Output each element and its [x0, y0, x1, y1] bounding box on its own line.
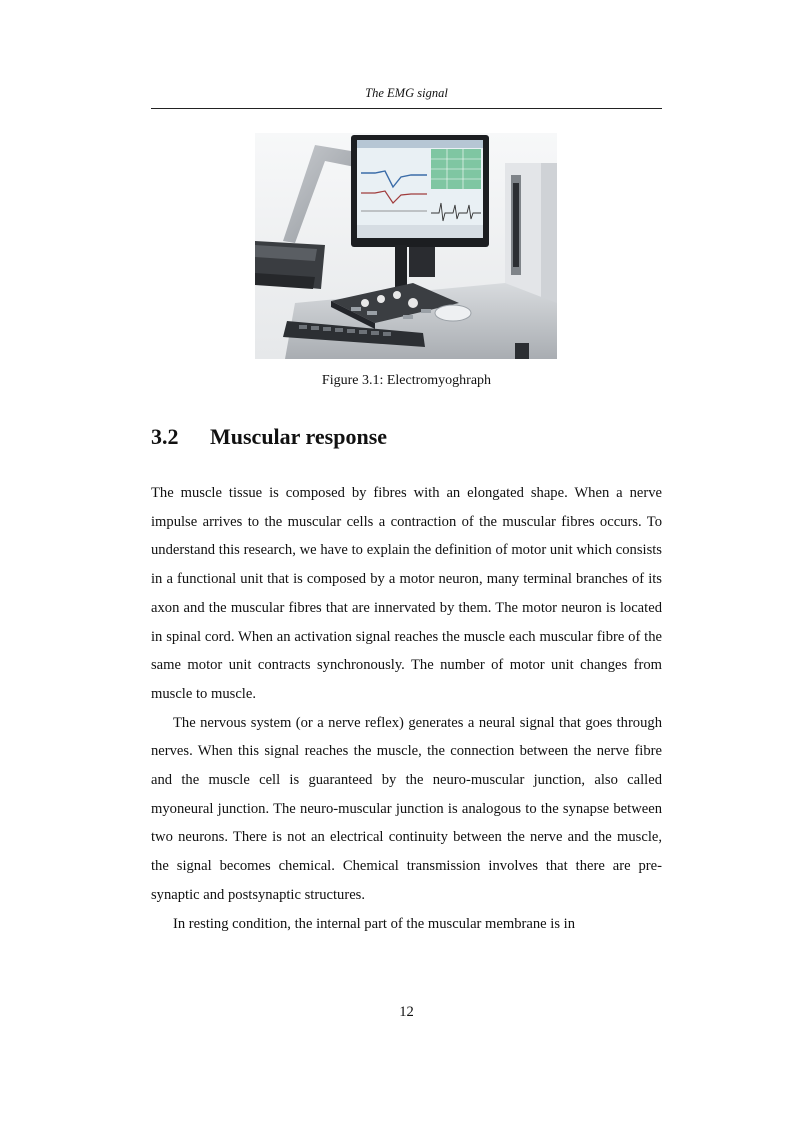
section-number: 3.2: [151, 424, 179, 449]
paragraph: The nervous system (or a nerve reflex) generates a neural signal that goes through nerves. When this signal reaches the muscle, the connection between the nerve fibre and the muscle cell is guaranteed by the neuro-muscular junction, also called myoneural junction. The neuro-muscular junction is analogous to the synapse between two neurons. There is not an electrical continuity between the nerve and the muscle, the signal becomes chemical. Chemical transmission involves that there are pre-synaptic and postsynaptic structures.: [151, 714, 662, 903]
figure-caption: Figure 3.1: Electromyoghraph: [321, 373, 492, 388]
running-header: The EMG signal: [365, 86, 448, 100]
page-number: 12: [399, 1004, 414, 1020]
electromyograph-illustration: [255, 133, 557, 359]
section-title: Muscular response: [210, 424, 388, 449]
paragraph: The muscle tissue is composed by fibres with an elongated shape. When a nerve impulse arrives to the muscular cells a contraction of the muscular fibres occurs. To understand this research, we have to explain the definition of motor unit which consists in a functional unit that is composed by a motor neuron, many terminal branches of its axon and the muscular fibres that are innervated by them. The motor neuron is located in spinal cord. When an activation signal reaches the muscle each muscular fibre of the same motor unit contracts synchronously. The number of motor unit changes from muscle to muscle.: [151, 485, 662, 702]
body-text: [151, 479, 662, 938]
figure-electromyograph: [255, 133, 557, 359]
header-rule: [151, 108, 662, 109]
paragraph: In resting condition, the internal part of the muscular membrane is in: [173, 915, 576, 932]
section-heading: [151, 424, 662, 450]
